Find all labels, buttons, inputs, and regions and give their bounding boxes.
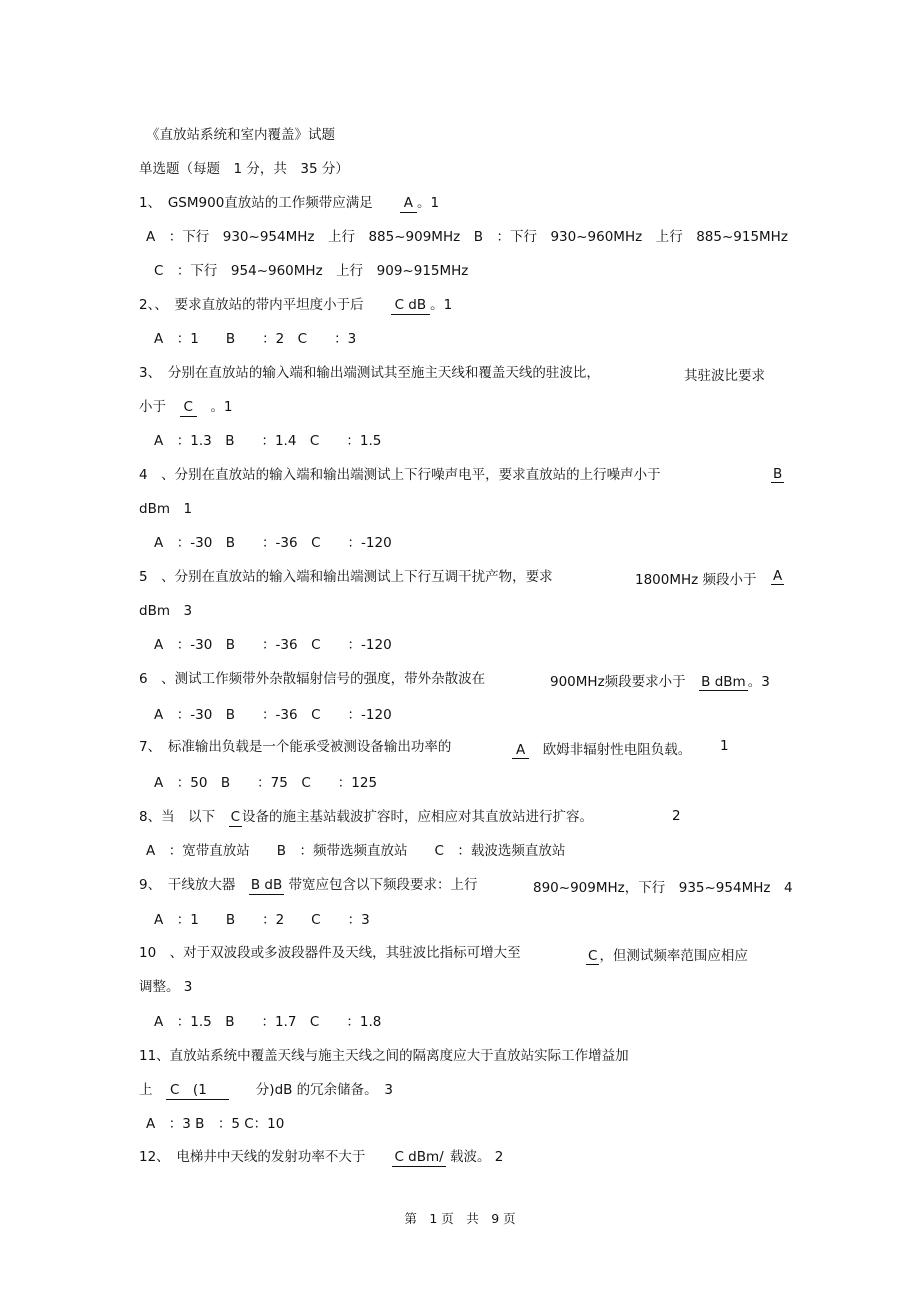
question-text: 分)dB 的冗余储备。 3 xyxy=(255,1082,394,1098)
question-4-cont: dBm 1 xyxy=(139,501,193,517)
question-text: 9、 干线放大器 xyxy=(139,877,236,893)
question-5-cont: dBm 3 xyxy=(139,603,193,619)
question-2-options: A ：1 B ：2 C ：3 xyxy=(154,331,357,347)
question-9-tail: 890~909MHz，下行 935~954MHz 4 xyxy=(533,880,793,896)
question-text: 小于 xyxy=(139,399,166,415)
answer-blank: C xyxy=(230,809,241,825)
question-8-score: 2 xyxy=(672,808,681,824)
question-text: 12、 电梯井中天线的发射功率不大于 xyxy=(139,1149,366,1165)
question-7-score: 1 xyxy=(720,738,729,754)
question-5: 5 、分别在直放站的输入端和输出端测试上下行互调干扰产物，要求 xyxy=(139,569,553,585)
question-4: 4 、分别在直放站的输入端和输出端测试上下行噪声电平，要求直放站的上行噪声小于 xyxy=(139,467,661,483)
answer-blank: C (1 xyxy=(166,1081,229,1100)
question-12 xyxy=(139,1148,503,1167)
question-text: 1、 GSM900直放站的工作频带应满足 xyxy=(139,195,373,211)
question-5-mid: 1800MHz 频段小于 xyxy=(635,572,757,588)
question-10-options: A ：1.5 B ：1.7 C ：1.8 xyxy=(154,1014,382,1030)
answer-blank: C xyxy=(588,948,598,964)
answer-blank: B dB xyxy=(250,877,283,893)
question-text: 2、、 要求直放站的带内平坦度小于后 xyxy=(139,297,364,313)
question-8-options: A ：宽带直放站 B ：频带选频直放站 C ：载波选频直放站 xyxy=(146,843,566,859)
answer-letter: A xyxy=(773,568,783,584)
document-title: 《直放站系统和室内覆盖》试题 xyxy=(146,127,335,143)
question-score: 。1 xyxy=(210,399,233,415)
answer-blank: A xyxy=(400,194,417,213)
answer-blank: C xyxy=(180,398,197,417)
question-1-options-cont: C ：下行 954~960MHz 上行 909~915MHz xyxy=(154,263,469,279)
question-10-answer xyxy=(586,944,748,965)
question-3-options: A ：1.3 B ：1.4 C ：1.5 xyxy=(154,433,382,449)
question-11-cont xyxy=(139,1081,393,1100)
question-3-cont xyxy=(139,398,233,417)
question-text: 设备的施主基站载波扩容时，应相应对其直放站进行扩容。 xyxy=(242,809,594,825)
question-10: 10 、对于双波段或多波段器件及天线，其驻波比指标可增大至 xyxy=(139,945,521,961)
question-2 xyxy=(139,296,452,315)
question-score: 。3 xyxy=(747,674,770,690)
answer-blank: A xyxy=(512,742,529,759)
question-1-options: A ：下行 930~954MHz 上行 885~909MHz B ：下行 930~960MHz 上行 885~915MHz xyxy=(146,229,788,245)
answer-blank: C dB xyxy=(391,296,431,315)
question-7: 7、 标准输出负载是一个能承受被测设备输出功率的 xyxy=(139,739,452,755)
page-footer: 第 1 页 共 9 页 xyxy=(404,1211,516,1226)
question-4-options: A ：-30 B ：-36 C ：-120 xyxy=(154,535,392,551)
question-text: 带宽应包含以下频段要求：上行 xyxy=(288,877,478,893)
section-heading: 单选题（每题 1 分，共 35 分） xyxy=(139,161,349,177)
question-7-options: A ：50 B ：75 C ：125 xyxy=(154,775,378,791)
question-score: 。1 xyxy=(417,195,440,211)
answer-blank xyxy=(771,466,784,483)
question-score: 。1 xyxy=(430,297,453,313)
question-text: 8、当 以下 xyxy=(139,809,216,825)
question-5-options: A ：-30 B ：-36 C ：-120 xyxy=(154,637,392,653)
question-9 xyxy=(139,876,478,895)
question-6-mid xyxy=(550,670,770,691)
question-8 xyxy=(139,808,593,827)
answer-blank: B dBm xyxy=(701,674,746,690)
answer-blank xyxy=(771,568,784,585)
question-3: 3、 分别在直放站的输入端和输出端测试其至施主天线和覆盖天线的驻波比， xyxy=(139,365,600,381)
question-text: 欧姆非辐射性电阻负载。 xyxy=(542,742,692,758)
answer-letter: B xyxy=(773,466,783,482)
answer-blank: C dBm/ xyxy=(394,1149,444,1165)
question-9-options: A ：1 B ：2 C ：3 xyxy=(154,912,370,928)
question-6-options: A ：-30 B ：-36 C ：-120 xyxy=(154,707,392,723)
question-text: ，但测试频率范围应相应 xyxy=(599,948,748,964)
question-text: 900MHz频段要求小于 xyxy=(550,674,686,690)
question-7-answer xyxy=(512,738,691,759)
question-3-tail: 其驻波比要求 xyxy=(684,368,765,384)
question-text: 载波。 2 xyxy=(449,1149,504,1165)
question-10-cont: 调整。 3 xyxy=(139,979,193,995)
question-1 xyxy=(139,194,439,213)
question-11-options: A ：3 B ：5 C：10 xyxy=(146,1116,285,1132)
question-6: 6 、测试工作频带外杂散辐射信号的强度，带外杂散波在 xyxy=(139,671,486,687)
question-text: 上 xyxy=(139,1082,153,1098)
question-11: 11、直放站系统中覆盖天线与施主天线之间的隔离度应大于直放站实际工作增益加 xyxy=(139,1048,629,1064)
